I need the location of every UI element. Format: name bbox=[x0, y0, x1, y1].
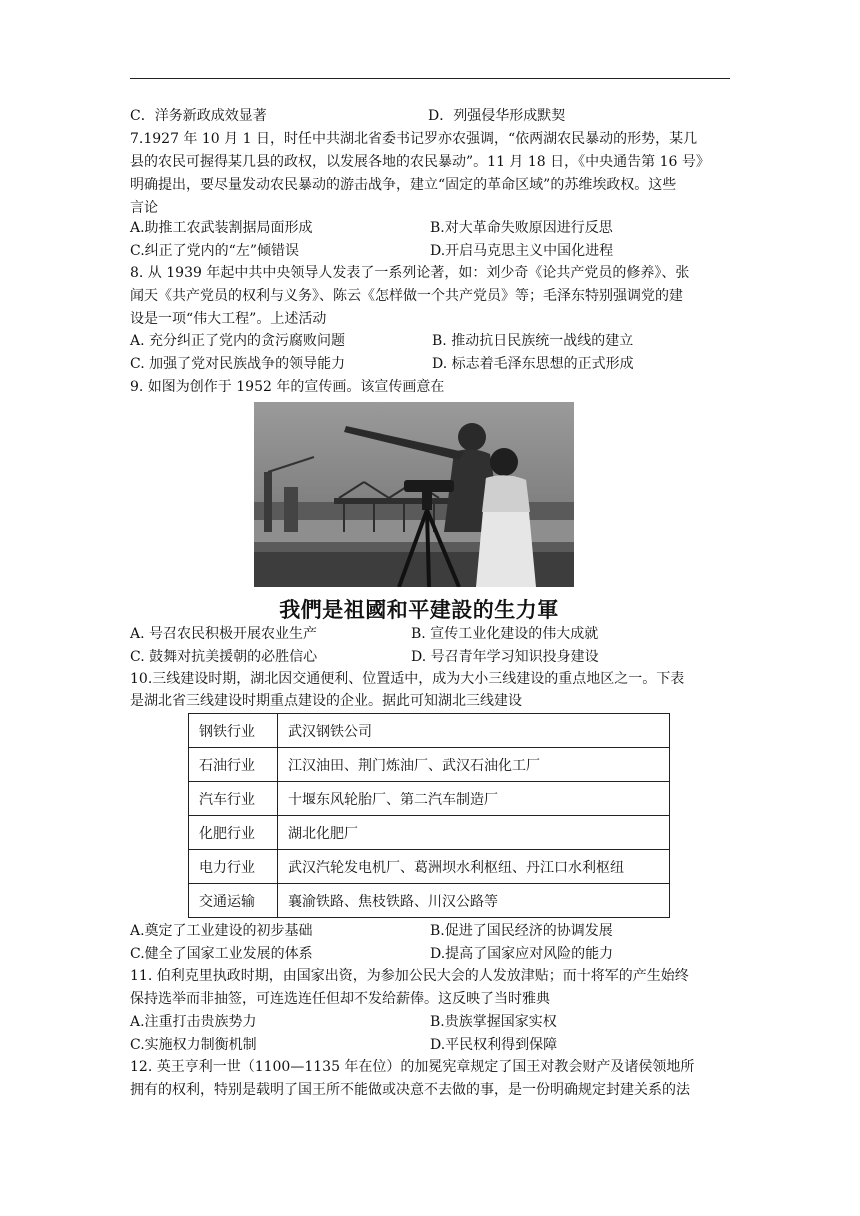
q7-stem-line-2: 县的农民可握得某几县的政权，以发展各地的农民暴动”。11 月 18 日，《中央通告第 16 号》 bbox=[130, 154, 710, 170]
table-row bbox=[189, 782, 670, 816]
q10-option-c[interactable]: C.健全了国家工业发展的体系 bbox=[130, 946, 313, 962]
industry-cell: 钢铁行业 bbox=[189, 714, 278, 748]
enterprise-cell: 江汉油田、荆门炼油厂、武汉石油化工厂 bbox=[278, 748, 670, 782]
q11-stem-line-1: 11. 伯利克里执政时期，由国家出资，为参加公民大会的人发放津贴；而十将军的产生始终 bbox=[130, 968, 689, 984]
table-row bbox=[189, 714, 670, 748]
poster-caption: 我們是祖國和平建設的生力軍 bbox=[279, 597, 559, 622]
enterprise-cell: 湖北化肥厂 bbox=[278, 816, 670, 850]
q11-option-d[interactable]: D.平民权利得到保障 bbox=[430, 1037, 558, 1053]
q9-option-c[interactable]: C. 鼓舞对抗美援朝的必胜信心 bbox=[130, 649, 318, 665]
q11-option-b[interactable]: B.贵族掌握国家实权 bbox=[430, 1014, 557, 1030]
industry-cell: 交通运输 bbox=[189, 884, 278, 918]
header-rule bbox=[130, 78, 730, 79]
industry-cell: 化肥行业 bbox=[189, 816, 278, 850]
q12-stem-line-1: 12. 英王亨利一世（1100—1135 年在位）的加冕宪章规定了国王对教会财产及诸侯领地所 bbox=[130, 1059, 695, 1075]
table-row bbox=[189, 850, 670, 884]
q7-stem-line-1: 7.1927 年 10 月 1 日，时任中共湖北省委书记罗亦农强调，“依两湖农民暴动的形势，某几 bbox=[130, 131, 698, 147]
q10-option-b[interactable]: B.促进了国民经济的协调发展 bbox=[430, 923, 613, 939]
q8-stem-line-1: 8. 从 1939 年起中共中央领导人发表了一系列论著，如：刘少奇《论共产党员的修养》、张 bbox=[130, 265, 690, 281]
enterprise-cell: 武汉钢铁公司 bbox=[278, 714, 670, 748]
q9-stem: 9. 如图为创作于 1952 年的宣传画。该宣传画意在 bbox=[130, 379, 445, 395]
q11-option-c[interactable]: C.实施权力制衡机制 bbox=[130, 1037, 257, 1053]
q7-option-c[interactable]: C.纠正了党内的“左”倾错误 bbox=[130, 243, 299, 259]
q9-option-a[interactable]: A. 号召农民积极开展农业生产 bbox=[130, 626, 318, 642]
q12-stem-line-2: 拥有的权利，特别是载明了国王所不能做或决意不去做的事，是一份明确规定封建关系的法 bbox=[130, 1082, 690, 1098]
q8-option-a[interactable]: A. 充分纠正了党内的贪污腐败问题 bbox=[130, 333, 346, 349]
table-row bbox=[189, 884, 670, 918]
q10-stem-line-1: 10.三线建设时期，湖北因交通便利、位置适中，成为大小三线建设的重点地区之一。下表 bbox=[130, 671, 685, 687]
table-row bbox=[189, 816, 670, 850]
industry-cell: 电力行业 bbox=[189, 850, 278, 884]
propaganda-poster-image bbox=[254, 402, 574, 587]
q8-stem-line-2: 闻天《共产党员的权利与义务》、陈云《怎样做一个共产党员》等；毛泽东特别强调党的建 bbox=[130, 288, 683, 304]
q11-option-a[interactable]: A.注重打击贵族势力 bbox=[130, 1014, 257, 1030]
industry-table bbox=[188, 713, 670, 918]
q11-stem-line-2: 保持选举而非抽签，可连选连任但却不发给薪俸。这反映了当时雅典 bbox=[130, 991, 550, 1007]
q7-stem-line-3: 明确提出，要尽量发动农民暴动的游击战争，建立“固定的革命区域”的苏维埃政权。这些 bbox=[130, 177, 677, 193]
q6-option-c[interactable]: C．洋务新政成效显著 bbox=[130, 108, 267, 124]
q7-option-a[interactable]: A.助推工农武装割据局面形成 bbox=[130, 220, 313, 236]
table-row bbox=[189, 748, 670, 782]
q8-option-c[interactable]: C. 加强了党对民族战争的领导能力 bbox=[130, 356, 346, 372]
q8-option-d[interactable]: D. 标志着毛泽东思想的正式形成 bbox=[432, 356, 634, 372]
q8-option-b[interactable]: B. 推动抗日民族统一战线的建立 bbox=[432, 333, 634, 349]
q10-option-d[interactable]: D.提高了国家应对风险的能力 bbox=[430, 946, 614, 962]
q10-stem-line-2: 是湖北省三线建设时期重点建设的企业。据此可知湖北三线建设 bbox=[130, 693, 522, 709]
enterprise-cell: 襄渝铁路、焦枝铁路、川汉公路等 bbox=[278, 884, 670, 918]
q10-option-a[interactable]: A.奠定了工业建设的初步基础 bbox=[130, 923, 313, 939]
q7-stem-line-4: 言论 bbox=[130, 200, 158, 216]
q7-option-d[interactable]: D.开启马克思主义中国化进程 bbox=[430, 243, 614, 259]
industry-cell: 汽车行业 bbox=[189, 782, 278, 816]
q9-option-d[interactable]: D. 号召青年学习知识投身建设 bbox=[411, 649, 599, 665]
q6-option-d[interactable]: D．列强侵华形成默契 bbox=[428, 108, 566, 124]
q9-option-b[interactable]: B. 宣传工业化建设的伟大成就 bbox=[411, 626, 599, 642]
enterprise-cell: 武汉汽轮发电机厂、葛洲坝水利枢纽、丹江口水利枢纽 bbox=[278, 850, 670, 884]
q7-option-b[interactable]: B.对大革命失败原因进行反思 bbox=[430, 220, 613, 236]
enterprise-cell: 十堰东风轮胎厂、第二汽车制造厂 bbox=[278, 782, 670, 816]
industry-cell: 石油行业 bbox=[189, 748, 278, 782]
q8-stem-line-3: 设是一项“伟大工程”。上述活动 bbox=[130, 311, 327, 327]
